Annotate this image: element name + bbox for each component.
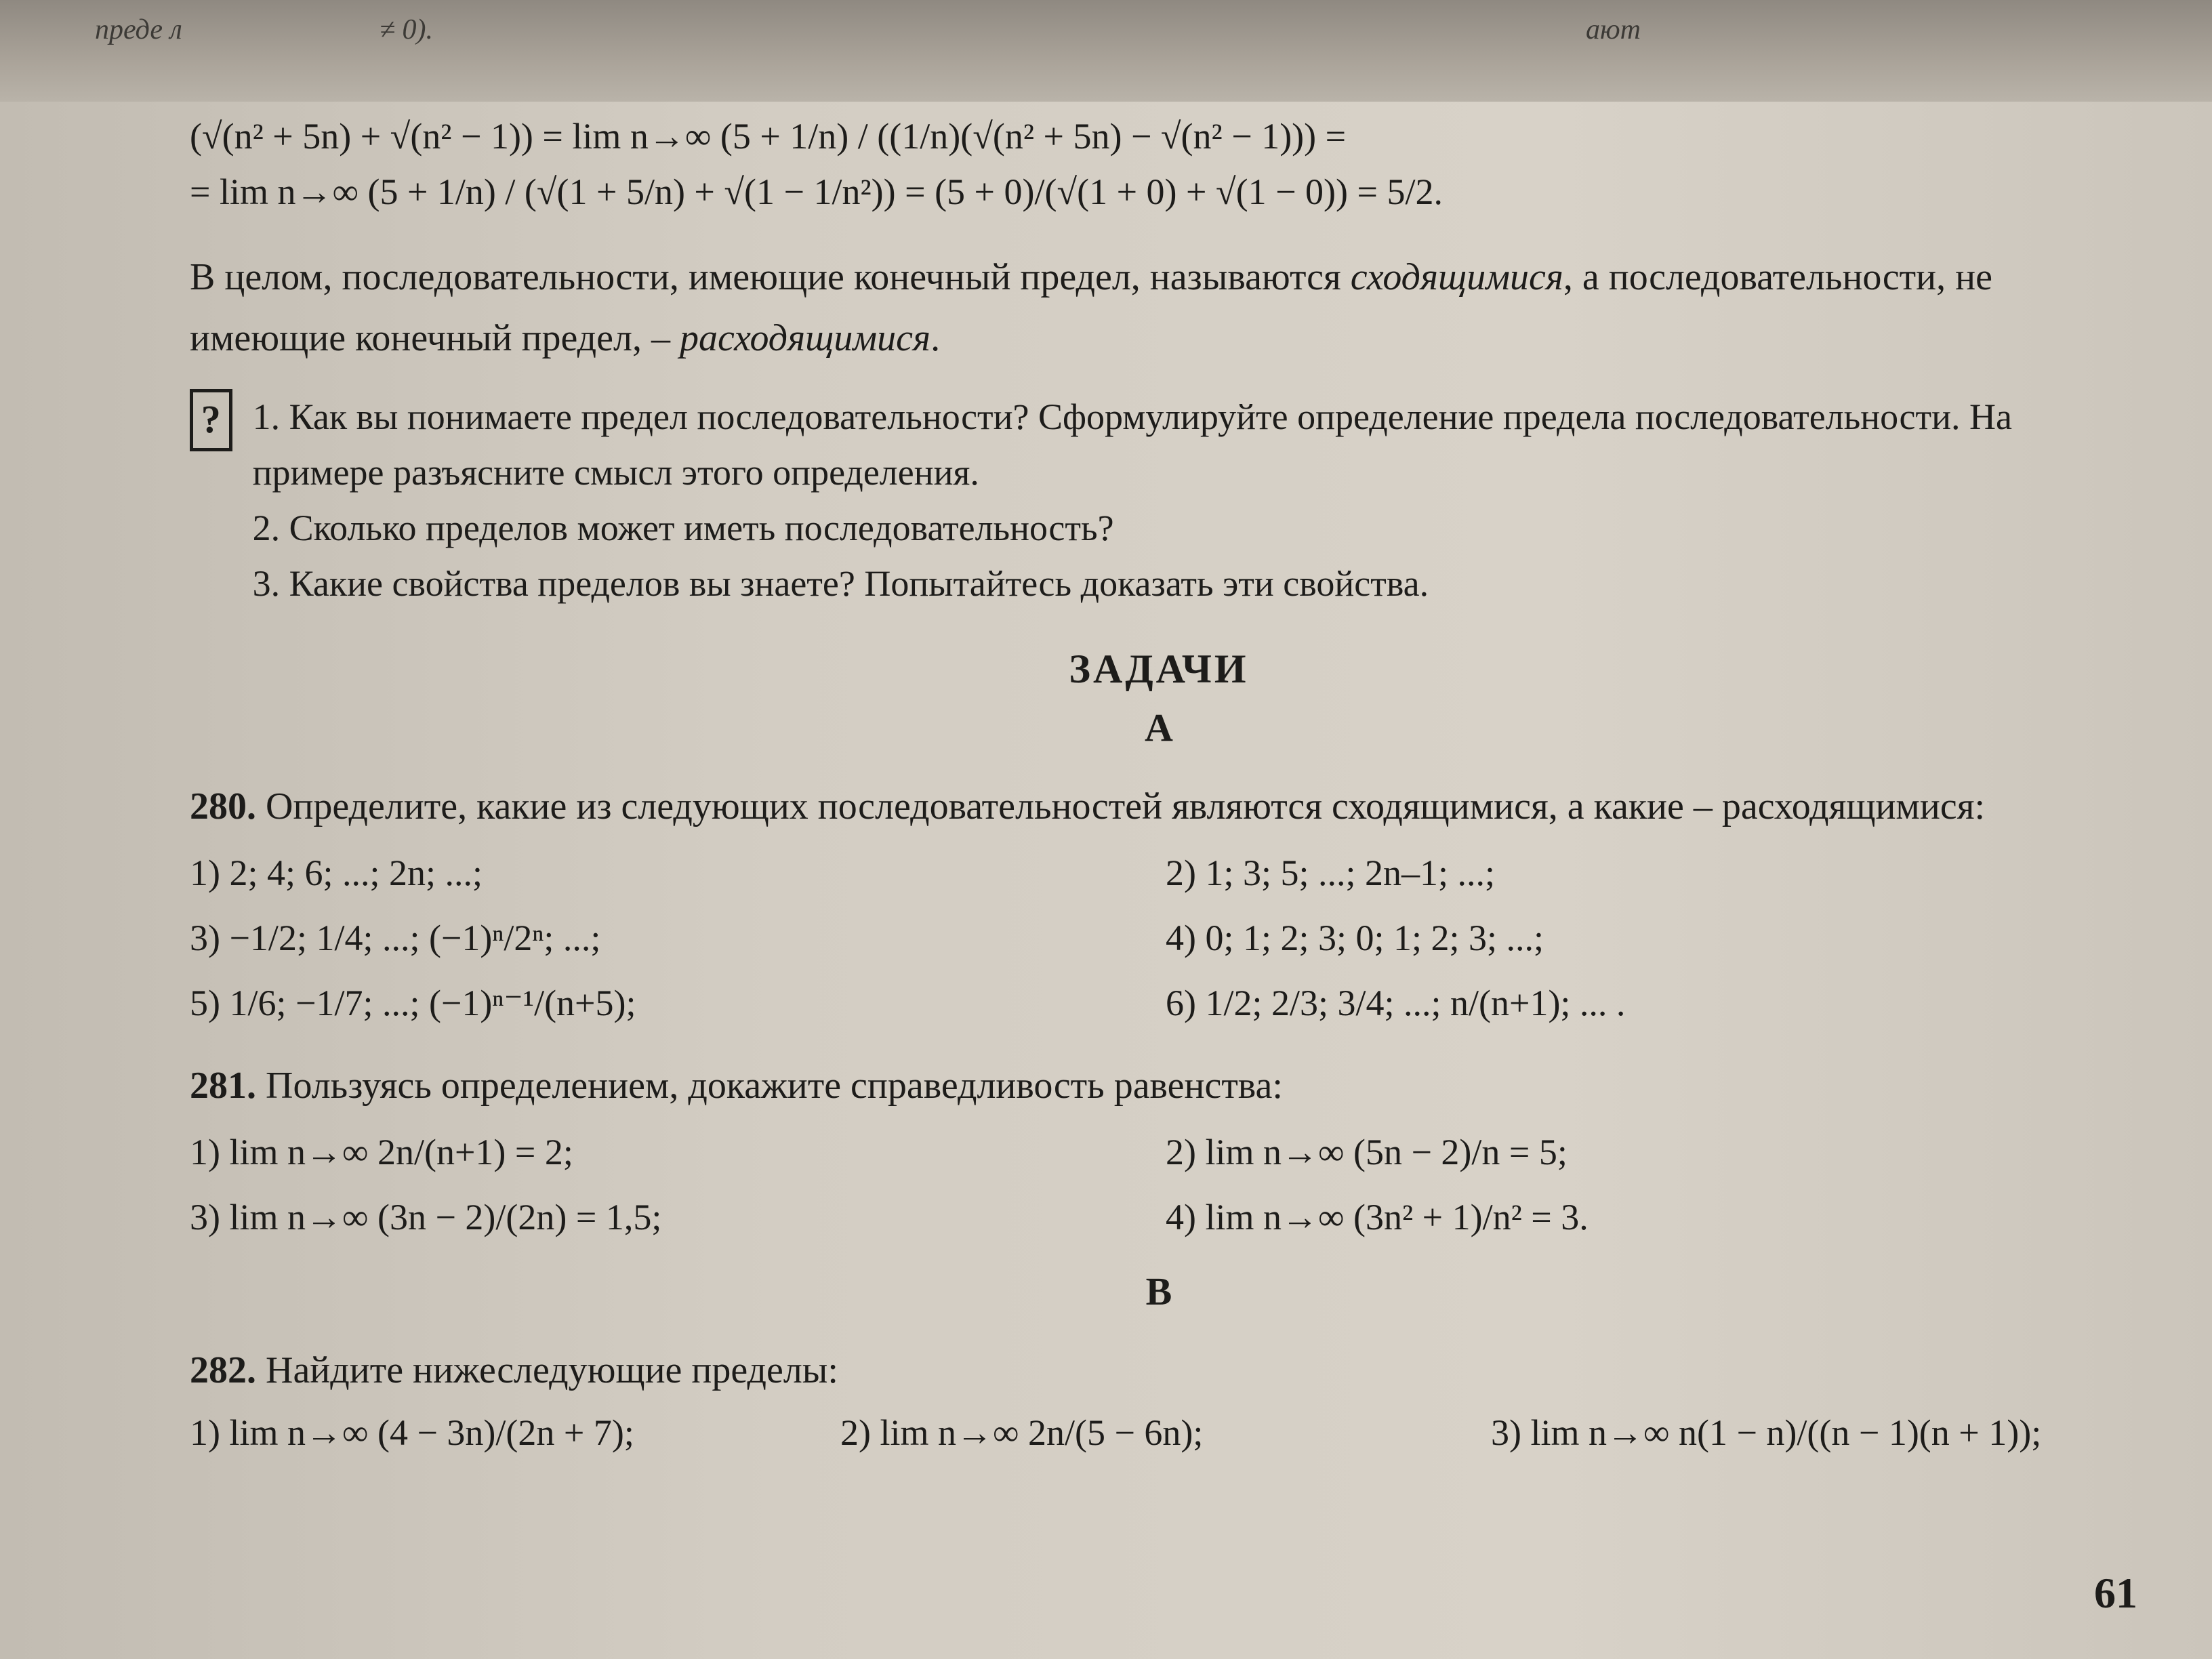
margin-note: ают bbox=[1586, 14, 1641, 45]
problem-item: 3) lim n→∞ n(1 − n)/((n − 1)(n + 1)); bbox=[1491, 1412, 2042, 1453]
problem-item: 3) lim n→∞ (3n − 2)/(2n) = 1,5; bbox=[190, 1197, 662, 1237]
margin-note: ≠ 0). bbox=[380, 14, 434, 45]
problem-item: 6) 1/2; 2/3; 3/4; ...; n/(n+1); ... . bbox=[1166, 983, 1626, 1023]
term-divergent: расходящимися bbox=[679, 317, 931, 359]
term-convergent: сходящимися bbox=[1350, 256, 1563, 298]
problem-number: 281. bbox=[190, 1065, 256, 1107]
previous-page-edge bbox=[0, 0, 2212, 102]
problem-item: 4) 0; 1; 2; 3; 0; 1; 2; 3; ...; bbox=[1166, 918, 1544, 958]
problem-item: 2) 1; 3; 5; ...; 2n–1; ...; bbox=[1166, 853, 1495, 893]
problem-text: Определите, какие из следующих последовательностей являются сходящимися, а какие – расходящимися: bbox=[266, 785, 1986, 827]
problem-282 bbox=[190, 1340, 2128, 1400]
problem-number: 282. bbox=[190, 1349, 256, 1391]
level-b-heading: B bbox=[1145, 1269, 1172, 1313]
problem-280 bbox=[190, 777, 2128, 836]
problem-281 bbox=[190, 1056, 2128, 1115]
problem-282-items bbox=[190, 1400, 2128, 1465]
problem-item: 2) lim n→∞ (5n − 2)/n = 5; bbox=[1166, 1132, 1568, 1172]
question-item: 1. Как вы понимаете предел последовательности? Сформулируйте определение предела последовательности. На примере разъясните смысл этого определения. bbox=[252, 396, 2012, 493]
derivation-line-2: = lim n→∞ (5 + 1/n) / (√(1 + 5/n) + √(1 − 1/n²)) = (5 + 0)/(√(1 + 0) + √(1 − 0)) = 5/2. bbox=[190, 171, 1443, 212]
problem-item: 1) lim n→∞ 2n/(n+1) = 2; bbox=[190, 1132, 573, 1172]
problem-item: 4) lim n→∞ (3n² + 1)/n² = 3. bbox=[1166, 1197, 1589, 1237]
problem-280-items bbox=[190, 840, 2128, 1036]
section-title: ЗАДАЧИ bbox=[1069, 647, 1249, 691]
summary-paragraph: В целом, последовательности, имеющие конечный предел, называются сходящимися, а последовательности, не имеющие конечный предел, – расходящимися. bbox=[190, 256, 1992, 359]
problem-text: Найдите нижеследующие пределы: bbox=[266, 1349, 838, 1391]
problem-item: 5) 1/6; −1/7; ...; (−1)ⁿ⁻¹/(n+5); bbox=[190, 983, 636, 1023]
problem-item: 1) 2; 4; 6; ...; 2n; ...; bbox=[190, 853, 483, 893]
problem-text: Пользуясь определением, докажите справедливость равенства: bbox=[266, 1065, 1283, 1107]
derivation-line-1: (√(n² + 5n) + √(n² − 1)) = lim n→∞ (5 + 1/n) / ((1/n)(√(n² + 5n) − √(n² − 1))) = bbox=[190, 116, 1347, 157]
problem-item: 1) lim n→∞ (4 − 3n)/(2n + 7); bbox=[190, 1412, 634, 1453]
problem-number: 280. bbox=[190, 785, 256, 827]
problem-item: 3) −1/2; 1/4; ...; (−1)ⁿ/2ⁿ; ...; bbox=[190, 918, 601, 958]
question-item: 2. Сколько пределов может иметь последовательность? bbox=[252, 508, 1114, 548]
problem-281-items bbox=[190, 1120, 2128, 1250]
page-number: 61 bbox=[2094, 1569, 2137, 1617]
page-content bbox=[190, 108, 2128, 1465]
review-questions bbox=[190, 389, 2128, 611]
textbook-page bbox=[0, 102, 2212, 1659]
problem-item: 2) lim n→∞ 2n/(5 − 6n); bbox=[840, 1412, 1204, 1453]
question-item: 3. Какие свойства пределов вы знаете? Попытайтесь доказать эти свойства. bbox=[252, 563, 1429, 604]
margin-note: преде л bbox=[95, 14, 182, 45]
question-mark-icon: ? bbox=[190, 389, 232, 451]
level-a-heading: А bbox=[1145, 705, 1173, 750]
